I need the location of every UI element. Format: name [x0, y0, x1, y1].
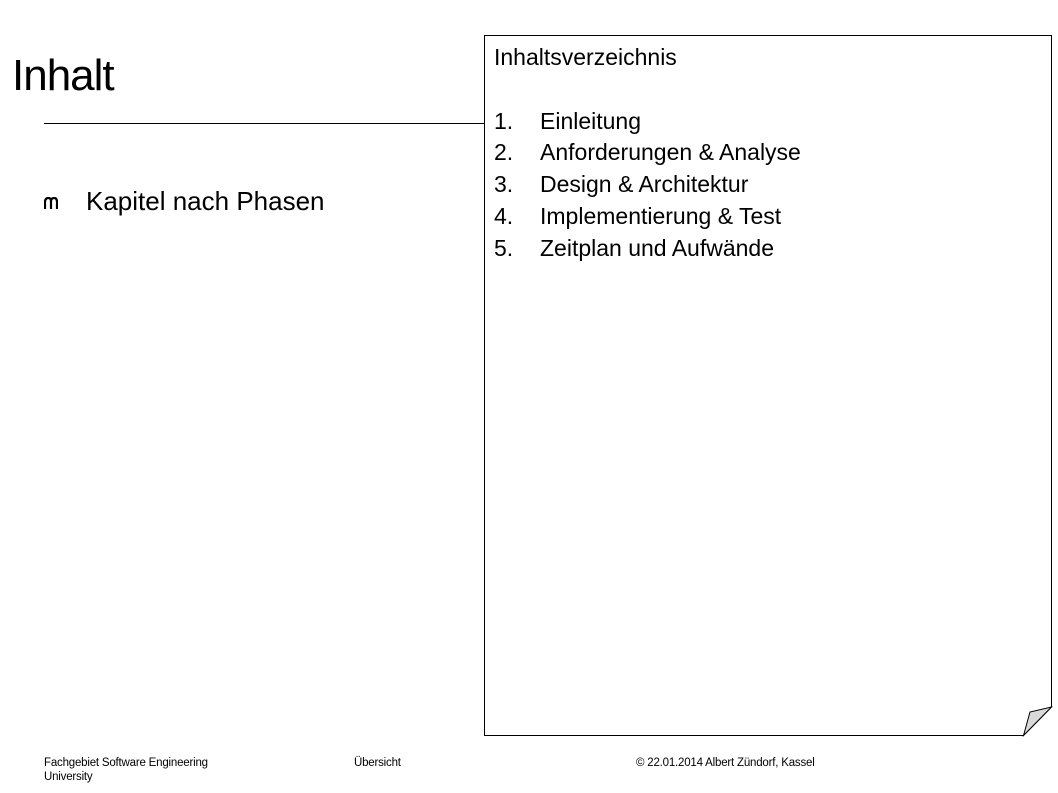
toc-heading: Inhaltsverzeichnis	[494, 44, 677, 70]
footer-copyright: © 22.01.2014 Albert Zündorf, Kassel	[636, 757, 815, 769]
toc-item	[494, 233, 1014, 265]
toc-item-label: Zeitplan und Aufwände	[540, 234, 775, 261]
toc-item-number: 2.	[494, 139, 514, 166]
bullet-text: Kapitel nach Phasen	[86, 186, 325, 216]
table-of-contents	[494, 42, 1014, 265]
toc-item-number: 1.	[494, 107, 514, 134]
toc-item-label: Design & Architektur	[540, 171, 749, 198]
toc-item-label: Implementierung & Test	[540, 202, 782, 229]
footer-department: Fachgebiet Software Engineering University	[44, 757, 208, 783]
toc-item-number: 3.	[494, 171, 514, 198]
toc-item	[494, 137, 1014, 169]
toc-item	[494, 169, 1014, 201]
footer-section: Übersicht	[354, 757, 401, 769]
toc-list	[494, 106, 1014, 265]
slide-title: Inhalt	[12, 51, 114, 100]
toc-item-label: Anforderungen & Analyse	[540, 139, 801, 166]
toc-item	[494, 201, 1014, 233]
toc-item-label: Einleitung	[540, 107, 642, 134]
toc-item	[494, 106, 1014, 138]
toc-item-number: 4.	[494, 202, 514, 229]
toc-item-number: 5.	[494, 234, 514, 261]
